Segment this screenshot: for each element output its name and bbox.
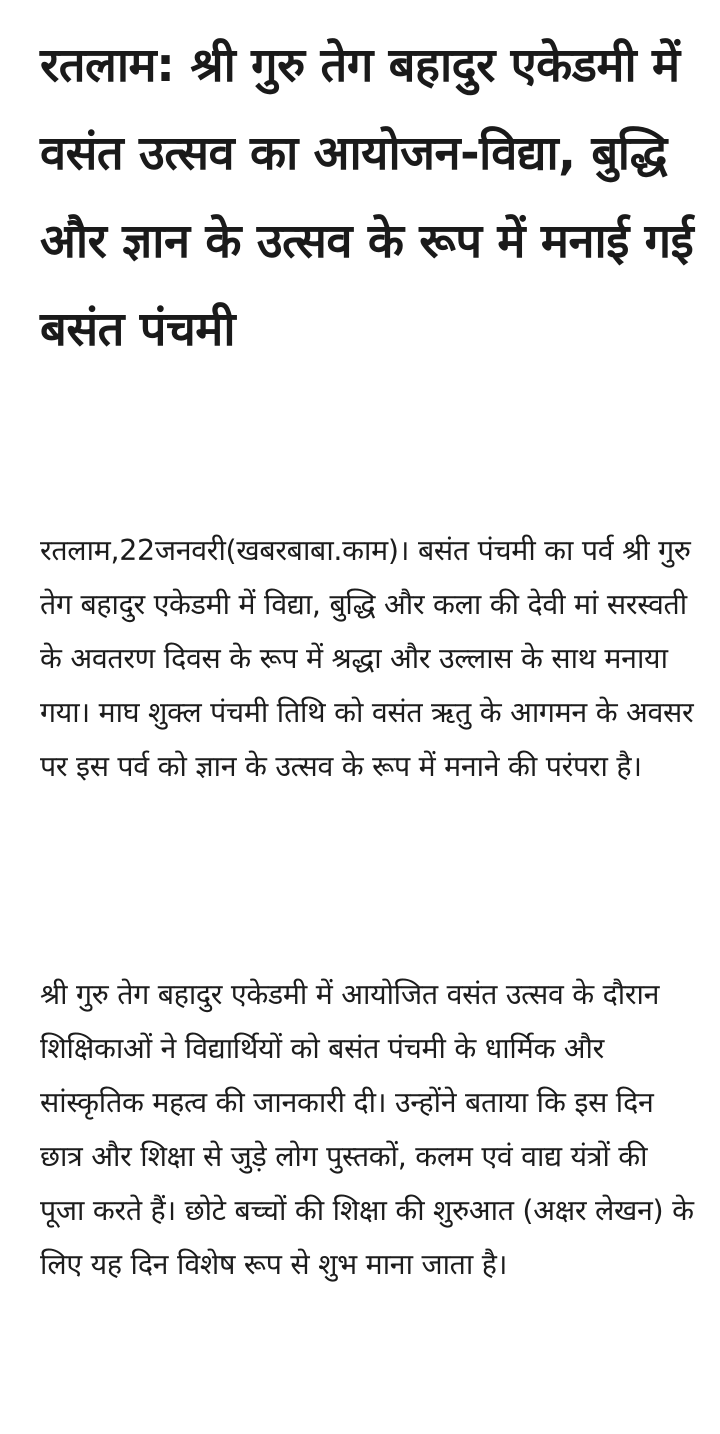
article-paragraph-2: श्री गुरु तेग बहादुर एकेडमी में आयोजित वसंत उत्सव के दौरान शिक्षिकाओं ने विद्यार्थियों को बसंत पंचमी के धार्मिक और सांस्कृतिक महत्व की जानकारी दी। उन्होंने बताया कि इस दिन छात्र और शिक्षा से जुड़े लोग पुस्तकों, कलम एवं वाद्य यंत्रों की पूजा करते हैं। छोटे बच्चों की शिक्षा की शुरुआत (अक्षर लेखन) के लिए यह दिन विशेष रूप से शुभ माना जाता है। [40, 978, 694, 1281]
article-headline: रतलाम: श्री गुरु तेग बहादुर एकेडमी में वसंत उत्सव का आयोजन-विद्या, बुद्धि और ज्ञान के उत्सव के रूप में मनाई गई बसंत पंचमी [40, 38, 694, 357]
article-paragraph-1: रतलाम,22जनवरी(खबरबाबा.काम)। बसंत पंचमी का पर्व श्री गुरु तेग बहादुर एकेडमी में विद्या, बुद्धि और कला की देवी मां सरस्वती के अवतरण दिवस के रूप में श्रद्धा और उल्लास के साथ मनाया गया। माघ शुक्ल पंचमी तिथि को वसंत ऋतु के आगमन के अवसर पर इस पर्व को ज्ञान के उत्सव के रूप में मनाने की परंपरा है। [40, 534, 694, 783]
